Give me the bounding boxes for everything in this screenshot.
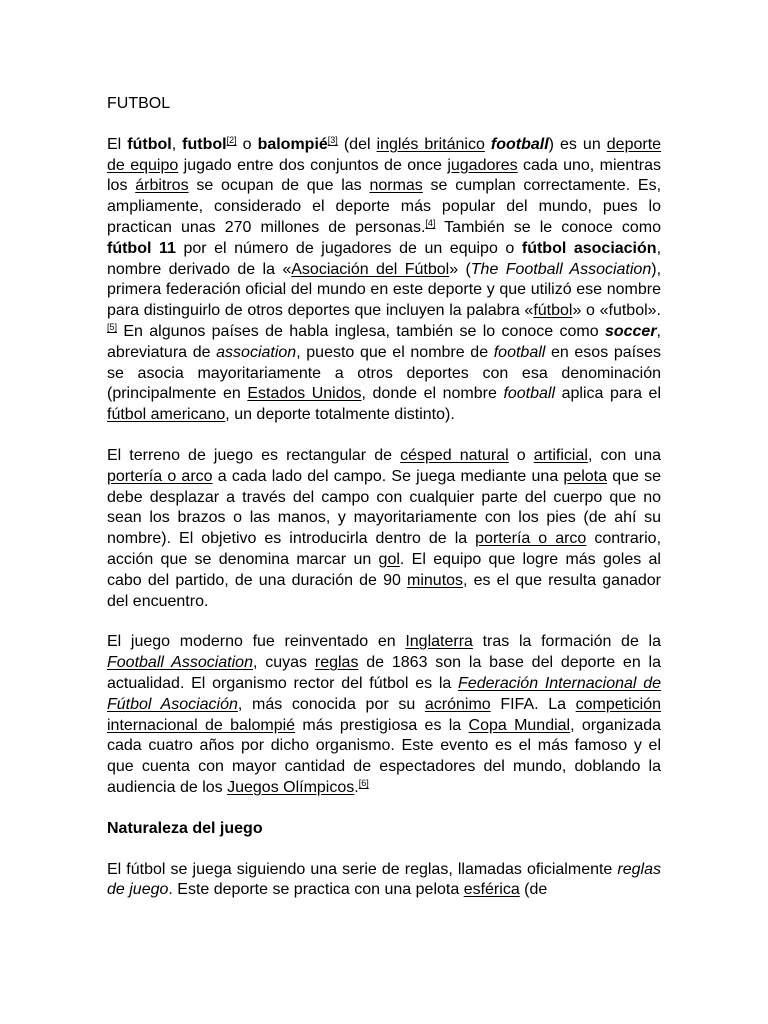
text: de 1863 son la base del deporte en la actualidad. El organismo rector del fútbol es la: [107, 654, 661, 692]
text: , un deporte totalmente distinto).: [225, 406, 455, 424]
footnote-link-5[interactable]: [5]: [107, 321, 118, 332]
text: El: [107, 135, 128, 153]
text: a cada lado del campo. Se juega mediante una: [212, 467, 564, 485]
italic-football-association: The Football Association: [470, 260, 652, 278]
text: cada uno, mientras los: [107, 156, 661, 195]
text: se cumplan correctamente. Es, ampliamente, considerado el deporte más popular del mundo, pues lo practican unas 270 millones de personas.: [107, 177, 662, 236]
text: ), primera federación oficial del mundo en este deporte y que utilizó ese nombre para distinguirlo de otros deportes que incluyen la palabra «: [107, 260, 662, 320]
italic-football: football: [503, 385, 556, 403]
text: o: [236, 135, 258, 153]
link-futbol-americano[interactable]: fútbol americano: [107, 406, 226, 424]
text: o: [508, 446, 534, 464]
text: El terreno de juego es rectangular de: [107, 446, 401, 464]
text: ) es un: [548, 135, 607, 153]
text: FIFA. La: [490, 695, 576, 713]
text: El fútbol se juega siguiendo una serie de reglas, llamadas oficialmente: [107, 860, 618, 878]
link-copa-mundial[interactable]: Copa Mundial: [468, 716, 571, 734]
link-minutos[interactable]: minutos: [407, 571, 464, 589]
bold-term-futbol-alt: futbol: [182, 135, 227, 153]
text: En algunos países de habla inglesa, también se lo conoce como: [117, 322, 605, 340]
text: . Este deporte se practica con una pelota: [168, 881, 464, 899]
text: El juego moderno fue reinventado en: [107, 633, 406, 651]
paragraph-intro: [107, 135, 661, 426]
text: » (: [449, 260, 471, 278]
text: más prestigiosa es la: [295, 716, 469, 734]
bold-term-futbol-asociacion: fútbol asociación: [521, 239, 657, 257]
link-inglaterra[interactable]: Inglaterra: [405, 633, 473, 651]
link-football-association[interactable]: Football Association: [107, 654, 253, 672]
bold-italic-football: football: [490, 135, 549, 153]
link-juegos-olimpicos[interactable]: Juegos Olímpicos: [227, 778, 355, 796]
link-normas[interactable]: normas: [369, 177, 423, 195]
bold-term-balompie: balompié: [257, 135, 328, 153]
text: .: [354, 778, 359, 796]
link-pelota[interactable]: pelota: [563, 467, 608, 485]
link-fifa[interactable]: Federación Internacional de Fútbol Asociación: [107, 674, 662, 713]
section-heading: Naturaleza del juego: [107, 819, 263, 837]
link-gol[interactable]: gol: [378, 550, 400, 568]
text: en esos países se asocia mayoritariamente a otros deportes con esa denominación (principalmente en: [107, 343, 661, 403]
text: tras la formación de la: [472, 633, 661, 651]
bold-term-futbol: fútbol: [127, 135, 172, 153]
document-title: FUTBOL: [107, 95, 171, 112]
footnote-link-4[interactable]: [4]: [425, 217, 436, 228]
text: aplica para el: [555, 385, 662, 403]
text: por el número de jugadores de un equipo o: [175, 239, 522, 257]
paragraph-field: [107, 446, 661, 612]
footnote-link-6[interactable]: [6]: [358, 777, 369, 788]
link-esferica[interactable]: esférica: [463, 881, 520, 899]
italic-football: football: [493, 343, 546, 361]
link-acronimo[interactable]: acrónimo: [424, 695, 491, 713]
footnote-ref: [328, 135, 338, 145]
footnote-link-2[interactable]: [2]: [226, 134, 237, 145]
bold-term-futbol-11: fútbol 11: [107, 239, 176, 257]
text: (del: [337, 135, 377, 153]
text: , puesto que el nombre de: [296, 343, 494, 361]
footnote-ref: [227, 135, 237, 145]
link-cesped-natural[interactable]: césped natural: [400, 446, 509, 464]
text: , nombre derivado de la «: [107, 239, 662, 278]
link-deporte-de-equipo[interactable]: deporte de equipo: [107, 135, 662, 174]
link-artificial[interactable]: artificial: [533, 446, 588, 464]
link-porteria-o-arco[interactable]: portería o arco: [107, 467, 213, 485]
text: , más conocida por su: [237, 695, 425, 713]
link-competicion-internacional[interactable]: competición internacional de balompié: [107, 695, 662, 734]
paragraph-rules: [107, 860, 661, 902]
link-reglas[interactable]: reglas: [314, 654, 359, 672]
text: » o «futbol».: [572, 302, 661, 320]
link-jugadores[interactable]: jugadores: [447, 156, 518, 174]
link-arbitros[interactable]: árbitros: [135, 177, 189, 195]
footnote-link-3[interactable]: [3]: [327, 134, 338, 145]
text: , es el que resulta ganador del encuentro.: [107, 571, 661, 610]
link-estados-unidos[interactable]: Estados Unidos: [247, 385, 362, 403]
text: También se le conoce como: [435, 218, 661, 236]
footnote-ref: [359, 778, 369, 788]
text: ,: [171, 135, 183, 153]
text: . El equipo que logre más goles al cabo del partido, de una duración de 90: [107, 550, 661, 589]
italic-reglas-de-juego: reglas de juego: [107, 860, 661, 899]
italic-association: association: [216, 343, 297, 361]
paragraph-history: [107, 632, 661, 798]
footnote-ref: [107, 322, 117, 332]
document-page: [107, 94, 661, 921]
link-asociacion-del-futbol[interactable]: Asociación del Fútbol: [291, 260, 450, 278]
text: , con una: [587, 446, 662, 464]
link-porteria-o-arco[interactable]: portería o arco: [475, 530, 587, 548]
text: (de: [519, 881, 548, 899]
footnote-ref: [425, 218, 435, 228]
text: se ocupan de que las: [188, 177, 370, 195]
text: , abreviatura de: [107, 322, 661, 361]
text: que se debe desplazar a través del campo con cualquier parte del cuerpo que no sean los brazos o las manos, y mayoritariamente con los pies (de ahí su nombre). El objetivo es introducirla dentro de la: [107, 467, 661, 548]
text: , organizada cada cuatro años por dicho organismo. Este evento es el más famoso y el que cuenta con mayor cantidad de espectadores del mundo, doblando la audiencia de los: [107, 716, 662, 796]
text: , cuyas: [252, 654, 315, 672]
link-futbol[interactable]: fútbol: [533, 302, 573, 320]
link-ingles-britanico[interactable]: inglés británico: [376, 135, 485, 153]
text: , donde el nombre: [361, 385, 504, 403]
bold-italic-soccer: soccer: [604, 322, 657, 340]
text: contrario, acción que se denomina marcar un: [107, 530, 662, 568]
text: jugado entre dos conjuntos de once: [178, 156, 448, 174]
